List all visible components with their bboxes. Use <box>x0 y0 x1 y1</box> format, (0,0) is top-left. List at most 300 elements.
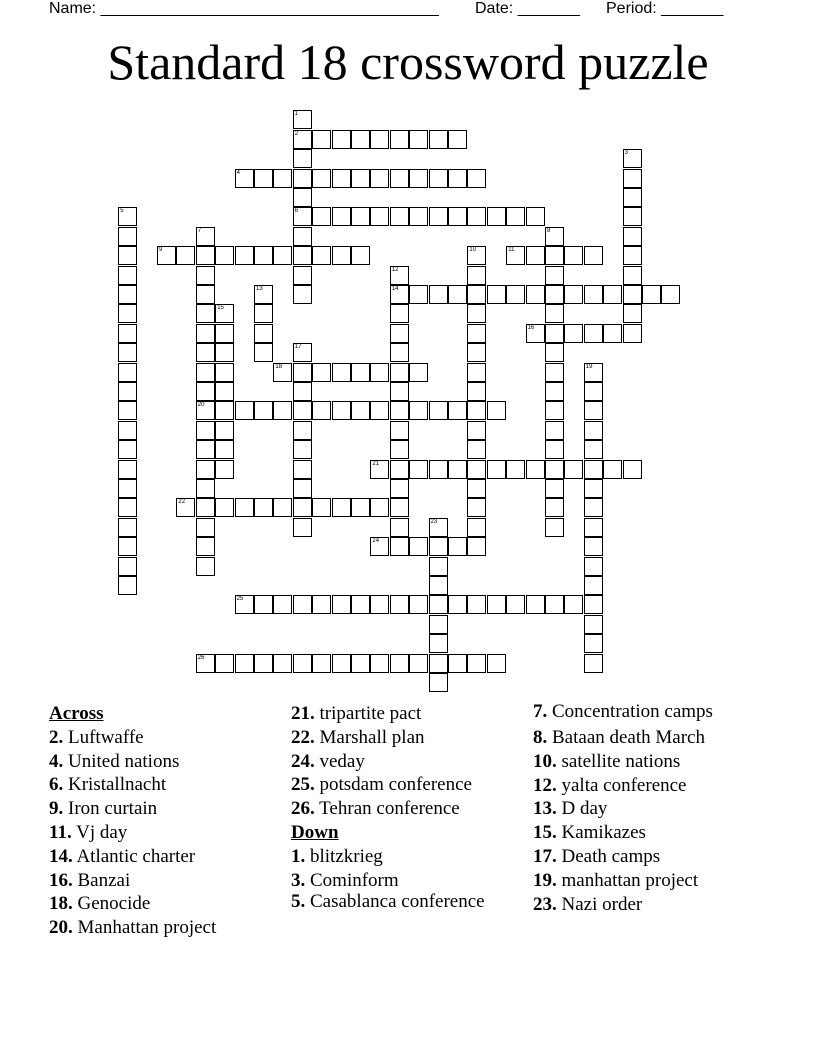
grid-cell[interactable] <box>584 654 603 673</box>
grid-cell[interactable] <box>545 227 564 246</box>
grid-cell[interactable] <box>254 401 273 420</box>
grid-cell[interactable] <box>215 460 234 479</box>
grid-cell[interactable] <box>603 285 622 304</box>
grid-cell[interactable] <box>273 654 292 673</box>
grid-cell[interactable] <box>196 266 215 285</box>
grid-cell[interactable] <box>351 130 370 149</box>
grid-cell[interactable] <box>429 169 448 188</box>
grid-cell[interactable] <box>623 304 642 323</box>
grid-cell[interactable] <box>584 440 603 459</box>
grid-cell[interactable] <box>429 537 448 556</box>
grid-cell[interactable] <box>584 518 603 537</box>
grid-cell[interactable] <box>370 654 389 673</box>
grid-cell[interactable] <box>429 518 448 537</box>
grid-cell[interactable] <box>467 479 486 498</box>
grid-cell[interactable] <box>506 595 525 614</box>
grid-cell[interactable] <box>273 169 292 188</box>
grid-cell[interactable] <box>584 498 603 517</box>
grid-cell[interactable] <box>506 246 525 265</box>
grid-cell[interactable] <box>390 266 409 285</box>
grid-cell[interactable] <box>196 304 215 323</box>
grid-cell[interactable] <box>603 324 622 343</box>
grid-cell[interactable] <box>293 207 312 226</box>
grid-cell[interactable] <box>409 169 428 188</box>
grid-cell[interactable] <box>312 363 331 382</box>
grid-cell[interactable] <box>661 285 680 304</box>
grid-cell[interactable] <box>390 518 409 537</box>
grid-cell[interactable] <box>293 401 312 420</box>
grid-cell[interactable] <box>196 246 215 265</box>
grid-cell[interactable] <box>467 246 486 265</box>
grid-cell[interactable] <box>293 246 312 265</box>
grid-cell[interactable] <box>526 460 545 479</box>
grid-cell[interactable] <box>448 595 467 614</box>
grid-cell[interactable] <box>429 207 448 226</box>
grid-cell[interactable] <box>235 498 254 517</box>
grid-cell[interactable] <box>448 654 467 673</box>
grid-cell[interactable] <box>370 595 389 614</box>
grid-cell[interactable] <box>506 285 525 304</box>
grid-cell[interactable] <box>409 595 428 614</box>
grid-cell[interactable] <box>390 304 409 323</box>
grid-cell[interactable] <box>176 498 195 517</box>
clue-number: 25. <box>291 774 315 796</box>
grid-cell[interactable] <box>603 460 622 479</box>
grid-cell[interactable] <box>487 460 506 479</box>
grid-cell[interactable] <box>584 537 603 556</box>
grid-cell[interactable] <box>429 654 448 673</box>
grid-cell[interactable] <box>545 324 564 343</box>
grid-cell[interactable] <box>254 324 273 343</box>
grid-cell[interactable] <box>293 479 312 498</box>
grid-cell[interactable] <box>332 169 351 188</box>
grid-cell[interactable] <box>564 324 583 343</box>
grid-cell[interactable] <box>545 460 564 479</box>
grid-cell[interactable] <box>390 537 409 556</box>
grid-cell[interactable] <box>196 324 215 343</box>
grid-cell[interactable] <box>351 169 370 188</box>
grid-cell[interactable] <box>545 518 564 537</box>
grid-cell[interactable] <box>254 169 273 188</box>
grid-cell[interactable] <box>584 324 603 343</box>
grid-cell[interactable] <box>118 285 137 304</box>
grid-cell[interactable] <box>215 363 234 382</box>
grid-cell[interactable] <box>448 169 467 188</box>
grid-cell[interactable] <box>215 343 234 362</box>
grid-cell[interactable] <box>273 498 292 517</box>
clue-number: 12. <box>533 774 557 796</box>
grid-cell[interactable] <box>118 363 137 382</box>
grid-cell[interactable] <box>467 421 486 440</box>
grid-cell[interactable] <box>526 246 545 265</box>
grid-cell[interactable] <box>409 401 428 420</box>
grid-cell[interactable] <box>390 595 409 614</box>
grid-cell[interactable] <box>429 401 448 420</box>
grid-cell[interactable] <box>564 246 583 265</box>
grid-cell[interactable] <box>176 246 195 265</box>
grid-cell[interactable] <box>332 207 351 226</box>
grid-cell[interactable] <box>332 363 351 382</box>
grid-cell[interactable] <box>429 634 448 653</box>
grid-cell[interactable] <box>623 169 642 188</box>
grid-cell[interactable] <box>390 421 409 440</box>
grid-cell[interactable] <box>429 130 448 149</box>
grid-cell[interactable] <box>118 537 137 556</box>
grid-cell[interactable] <box>506 207 525 226</box>
grid-cell[interactable] <box>293 595 312 614</box>
grid-cell[interactable] <box>312 401 331 420</box>
grid-cell[interactable] <box>526 285 545 304</box>
grid-cell[interactable] <box>584 285 603 304</box>
grid-cell[interactable] <box>196 654 215 673</box>
grid-cell[interactable] <box>390 207 409 226</box>
grid-cell[interactable] <box>215 440 234 459</box>
grid-cell[interactable] <box>370 169 389 188</box>
clue-number-11: 11 <box>508 247 515 254</box>
grid-cell[interactable] <box>351 498 370 517</box>
grid-cell[interactable] <box>584 615 603 634</box>
grid-cell[interactable] <box>312 654 331 673</box>
grid-cell[interactable] <box>293 149 312 168</box>
grid-cell[interactable] <box>215 654 234 673</box>
grid-cell[interactable] <box>118 324 137 343</box>
grid-cell[interactable] <box>370 130 389 149</box>
grid-cell[interactable] <box>564 460 583 479</box>
grid-cell[interactable] <box>293 654 312 673</box>
grid-cell[interactable] <box>623 149 642 168</box>
grid-cell[interactable] <box>293 518 312 537</box>
grid-cell[interactable] <box>332 498 351 517</box>
grid-cell[interactable] <box>623 207 642 226</box>
grid-cell[interactable] <box>215 324 234 343</box>
grid-cell[interactable] <box>545 440 564 459</box>
grid-cell[interactable] <box>118 343 137 362</box>
grid-cell[interactable] <box>448 207 467 226</box>
grid-cell[interactable] <box>409 207 428 226</box>
grid-cell[interactable] <box>390 363 409 382</box>
grid-cell[interactable] <box>545 382 564 401</box>
grid-cell[interactable] <box>545 498 564 517</box>
grid-cell[interactable] <box>273 363 292 382</box>
grid-cell[interactable] <box>118 440 137 459</box>
grid-cell[interactable] <box>545 363 564 382</box>
grid-cell[interactable] <box>370 207 389 226</box>
grid-cell[interactable] <box>429 285 448 304</box>
grid-cell[interactable] <box>526 595 545 614</box>
grid-cell[interactable] <box>215 246 234 265</box>
grid-cell[interactable] <box>429 557 448 576</box>
grid-cell[interactable] <box>545 343 564 362</box>
grid-cell[interactable] <box>293 421 312 440</box>
grid-cell[interactable] <box>448 537 467 556</box>
grid-cell[interactable] <box>623 246 642 265</box>
grid-cell[interactable] <box>487 654 506 673</box>
grid-cell[interactable] <box>623 227 642 246</box>
grid-cell[interactable] <box>196 285 215 304</box>
grid-cell[interactable] <box>584 382 603 401</box>
grid-cell[interactable] <box>293 266 312 285</box>
grid-cell[interactable] <box>312 130 331 149</box>
grid-cell[interactable] <box>467 460 486 479</box>
page-title: Standard 18 crossword puzzle <box>107 34 709 90</box>
grid-cell[interactable] <box>564 595 583 614</box>
grid-cell[interactable] <box>118 518 137 537</box>
grid-cell[interactable] <box>293 227 312 246</box>
grid-cell[interactable] <box>390 169 409 188</box>
grid-cell[interactable] <box>196 440 215 459</box>
grid-cell[interactable] <box>487 595 506 614</box>
grid-cell[interactable] <box>409 363 428 382</box>
grid-cell[interactable] <box>273 401 292 420</box>
grid-cell[interactable] <box>370 537 389 556</box>
grid-cell[interactable] <box>312 595 331 614</box>
grid-cell[interactable] <box>235 654 254 673</box>
grid-cell[interactable] <box>235 595 254 614</box>
grid-cell[interactable] <box>293 169 312 188</box>
grid-cell[interactable] <box>584 595 603 614</box>
grid-cell[interactable] <box>390 285 409 304</box>
grid-cell[interactable] <box>235 401 254 420</box>
grid-cell[interactable] <box>526 207 545 226</box>
grid-cell[interactable] <box>196 401 215 420</box>
grid-cell[interactable] <box>467 440 486 459</box>
grid-cell[interactable] <box>370 460 389 479</box>
grid-cell[interactable] <box>293 382 312 401</box>
grid-cell[interactable] <box>467 324 486 343</box>
date-field-label[interactable]: Date: _______ <box>475 0 580 17</box>
grid-cell[interactable] <box>293 363 312 382</box>
grid-cell[interactable] <box>467 207 486 226</box>
grid-cell[interactable] <box>623 266 642 285</box>
grid-cell[interactable] <box>487 285 506 304</box>
grid-cell[interactable] <box>390 324 409 343</box>
grid-cell[interactable] <box>467 266 486 285</box>
grid-cell[interactable] <box>467 169 486 188</box>
grid-cell[interactable] <box>487 401 506 420</box>
grid-cell[interactable] <box>584 479 603 498</box>
grid-cell[interactable] <box>467 304 486 323</box>
grid-cell[interactable] <box>623 460 642 479</box>
grid-cell[interactable] <box>351 595 370 614</box>
grid-cell[interactable] <box>390 440 409 459</box>
grid-cell[interactable] <box>273 246 292 265</box>
grid-cell[interactable] <box>312 498 331 517</box>
grid-cell[interactable] <box>642 285 661 304</box>
clue-number-17: 17 <box>294 344 302 351</box>
grid-cell[interactable] <box>584 576 603 595</box>
grid-cell[interactable] <box>409 130 428 149</box>
grid-cell[interactable] <box>293 440 312 459</box>
grid-cell[interactable] <box>623 188 642 207</box>
grid-cell[interactable] <box>215 401 234 420</box>
grid-cell[interactable] <box>254 343 273 362</box>
grid-cell[interactable] <box>118 421 137 440</box>
grid-cell[interactable] <box>584 401 603 420</box>
grid-cell[interactable] <box>196 382 215 401</box>
grid-cell[interactable] <box>623 285 642 304</box>
grid-cell[interactable] <box>235 169 254 188</box>
grid-cell[interactable] <box>623 324 642 343</box>
grid-cell[interactable] <box>390 130 409 149</box>
grid-cell[interactable] <box>196 363 215 382</box>
grid-cell[interactable] <box>215 421 234 440</box>
grid-cell[interactable] <box>196 227 215 246</box>
grid-cell[interactable] <box>584 634 603 653</box>
grid-cell[interactable] <box>370 498 389 517</box>
grid-cell[interactable] <box>409 285 428 304</box>
grid-cell[interactable] <box>467 401 486 420</box>
grid-cell[interactable] <box>332 130 351 149</box>
grid-cell[interactable] <box>409 654 428 673</box>
grid-cell[interactable] <box>467 343 486 362</box>
grid-cell[interactable] <box>254 498 273 517</box>
grid-cell[interactable] <box>467 518 486 537</box>
grid-cell[interactable] <box>118 246 137 265</box>
grid-cell[interactable] <box>196 479 215 498</box>
clue-text: Manhattan project <box>72 917 217 939</box>
grid-cell[interactable] <box>545 266 564 285</box>
grid-cell[interactable] <box>467 498 486 517</box>
grid-cell[interactable] <box>584 363 603 382</box>
grid-cell[interactable] <box>390 401 409 420</box>
grid-cell[interactable] <box>467 537 486 556</box>
grid-cell[interactable] <box>332 401 351 420</box>
grid-cell[interactable] <box>118 382 137 401</box>
grid-cell[interactable] <box>467 382 486 401</box>
grid-cell[interactable] <box>390 479 409 498</box>
clue-number-26: 26 <box>197 654 205 661</box>
grid-cell[interactable] <box>118 401 137 420</box>
grid-cell[interactable] <box>254 246 273 265</box>
grid-cell[interactable] <box>487 207 506 226</box>
grid-cell[interactable] <box>448 285 467 304</box>
clue-text: Luftwaffe <box>63 726 144 748</box>
grid-cell[interactable] <box>545 285 564 304</box>
grid-cell[interactable] <box>254 304 273 323</box>
grid-cell[interactable] <box>390 654 409 673</box>
grid-cell[interactable] <box>215 498 234 517</box>
grid-cell[interactable] <box>526 324 545 343</box>
grid-cell[interactable] <box>254 285 273 304</box>
grid-cell[interactable] <box>351 246 370 265</box>
grid-cell[interactable] <box>409 537 428 556</box>
grid-cell[interactable] <box>429 595 448 614</box>
grid-cell[interactable] <box>467 595 486 614</box>
grid-cell[interactable] <box>390 498 409 517</box>
grid-cell[interactable] <box>390 343 409 362</box>
grid-cell[interactable] <box>196 460 215 479</box>
grid-cell[interactable] <box>118 479 137 498</box>
grid-cell[interactable] <box>332 595 351 614</box>
grid-cell[interactable] <box>254 595 273 614</box>
grid-cell[interactable] <box>273 595 292 614</box>
grid-cell[interactable] <box>370 363 389 382</box>
grid-cell[interactable] <box>467 363 486 382</box>
grid-cell[interactable] <box>312 169 331 188</box>
grid-cell[interactable] <box>390 382 409 401</box>
grid-cell[interactable] <box>584 557 603 576</box>
grid-cell[interactable] <box>545 479 564 498</box>
grid-cell[interactable] <box>118 227 137 246</box>
grid-cell[interactable] <box>390 460 409 479</box>
clue-item <box>291 750 531 774</box>
grid-cell[interactable] <box>467 285 486 304</box>
grid-cell[interactable] <box>118 266 137 285</box>
clue-item <box>533 845 773 869</box>
grid-cell[interactable] <box>429 615 448 634</box>
grid-cell[interactable] <box>351 363 370 382</box>
grid-cell[interactable] <box>118 460 137 479</box>
grid-cell[interactable] <box>409 460 428 479</box>
grid-cell[interactable] <box>332 654 351 673</box>
grid-cell[interactable] <box>215 304 234 323</box>
grid-cell[interactable] <box>293 498 312 517</box>
grid-cell[interactable] <box>293 460 312 479</box>
grid-cell[interactable] <box>351 207 370 226</box>
grid-cell[interactable] <box>370 401 389 420</box>
grid-cell[interactable] <box>564 285 583 304</box>
grid-cell[interactable] <box>584 246 603 265</box>
grid-cell[interactable] <box>196 537 215 556</box>
grid-cell[interactable] <box>312 207 331 226</box>
grid-cell[interactable] <box>448 401 467 420</box>
grid-cell[interactable] <box>196 518 215 537</box>
period-field-label[interactable]: Period: _______ <box>606 0 724 17</box>
grid-cell[interactable] <box>545 304 564 323</box>
grid-cell[interactable] <box>196 421 215 440</box>
grid-cell[interactable] <box>584 421 603 440</box>
grid-cell[interactable] <box>293 285 312 304</box>
grid-cell[interactable] <box>196 557 215 576</box>
clue-item <box>533 869 773 893</box>
grid-cell[interactable] <box>351 654 370 673</box>
clue-item <box>291 726 531 750</box>
grid-cell[interactable] <box>293 188 312 207</box>
grid-cell[interactable] <box>293 110 312 129</box>
grid-cell[interactable] <box>467 654 486 673</box>
grid-cell[interactable] <box>545 595 564 614</box>
grid-cell[interactable] <box>545 401 564 420</box>
grid-cell[interactable] <box>429 460 448 479</box>
grid-cell[interactable] <box>429 576 448 595</box>
grid-cell[interactable] <box>448 460 467 479</box>
grid-cell[interactable] <box>332 246 351 265</box>
grid-cell[interactable] <box>293 343 312 362</box>
grid-cell[interactable] <box>293 130 312 149</box>
grid-cell[interactable] <box>118 557 137 576</box>
grid-cell[interactable] <box>215 382 234 401</box>
grid-cell[interactable] <box>118 207 137 226</box>
grid-cell[interactable] <box>429 673 448 692</box>
clue-text: Kristallnacht <box>63 774 167 796</box>
grid-cell[interactable] <box>196 498 215 517</box>
grid-cell[interactable] <box>157 246 176 265</box>
grid-cell[interactable] <box>235 246 254 265</box>
grid-cell[interactable] <box>351 401 370 420</box>
name-field-label[interactable]: Name: ______________________________________ <box>49 0 439 17</box>
grid-cell[interactable] <box>545 246 564 265</box>
grid-cell[interactable] <box>118 304 137 323</box>
grid-cell[interactable] <box>584 460 603 479</box>
grid-cell[interactable] <box>118 576 137 595</box>
grid-cell[interactable] <box>254 654 273 673</box>
grid-cell[interactable] <box>506 460 525 479</box>
grid-cell[interactable] <box>118 498 137 517</box>
grid-cell[interactable] <box>545 421 564 440</box>
grid-cell[interactable] <box>312 246 331 265</box>
grid-cell[interactable] <box>448 130 467 149</box>
grid-cell[interactable] <box>196 343 215 362</box>
